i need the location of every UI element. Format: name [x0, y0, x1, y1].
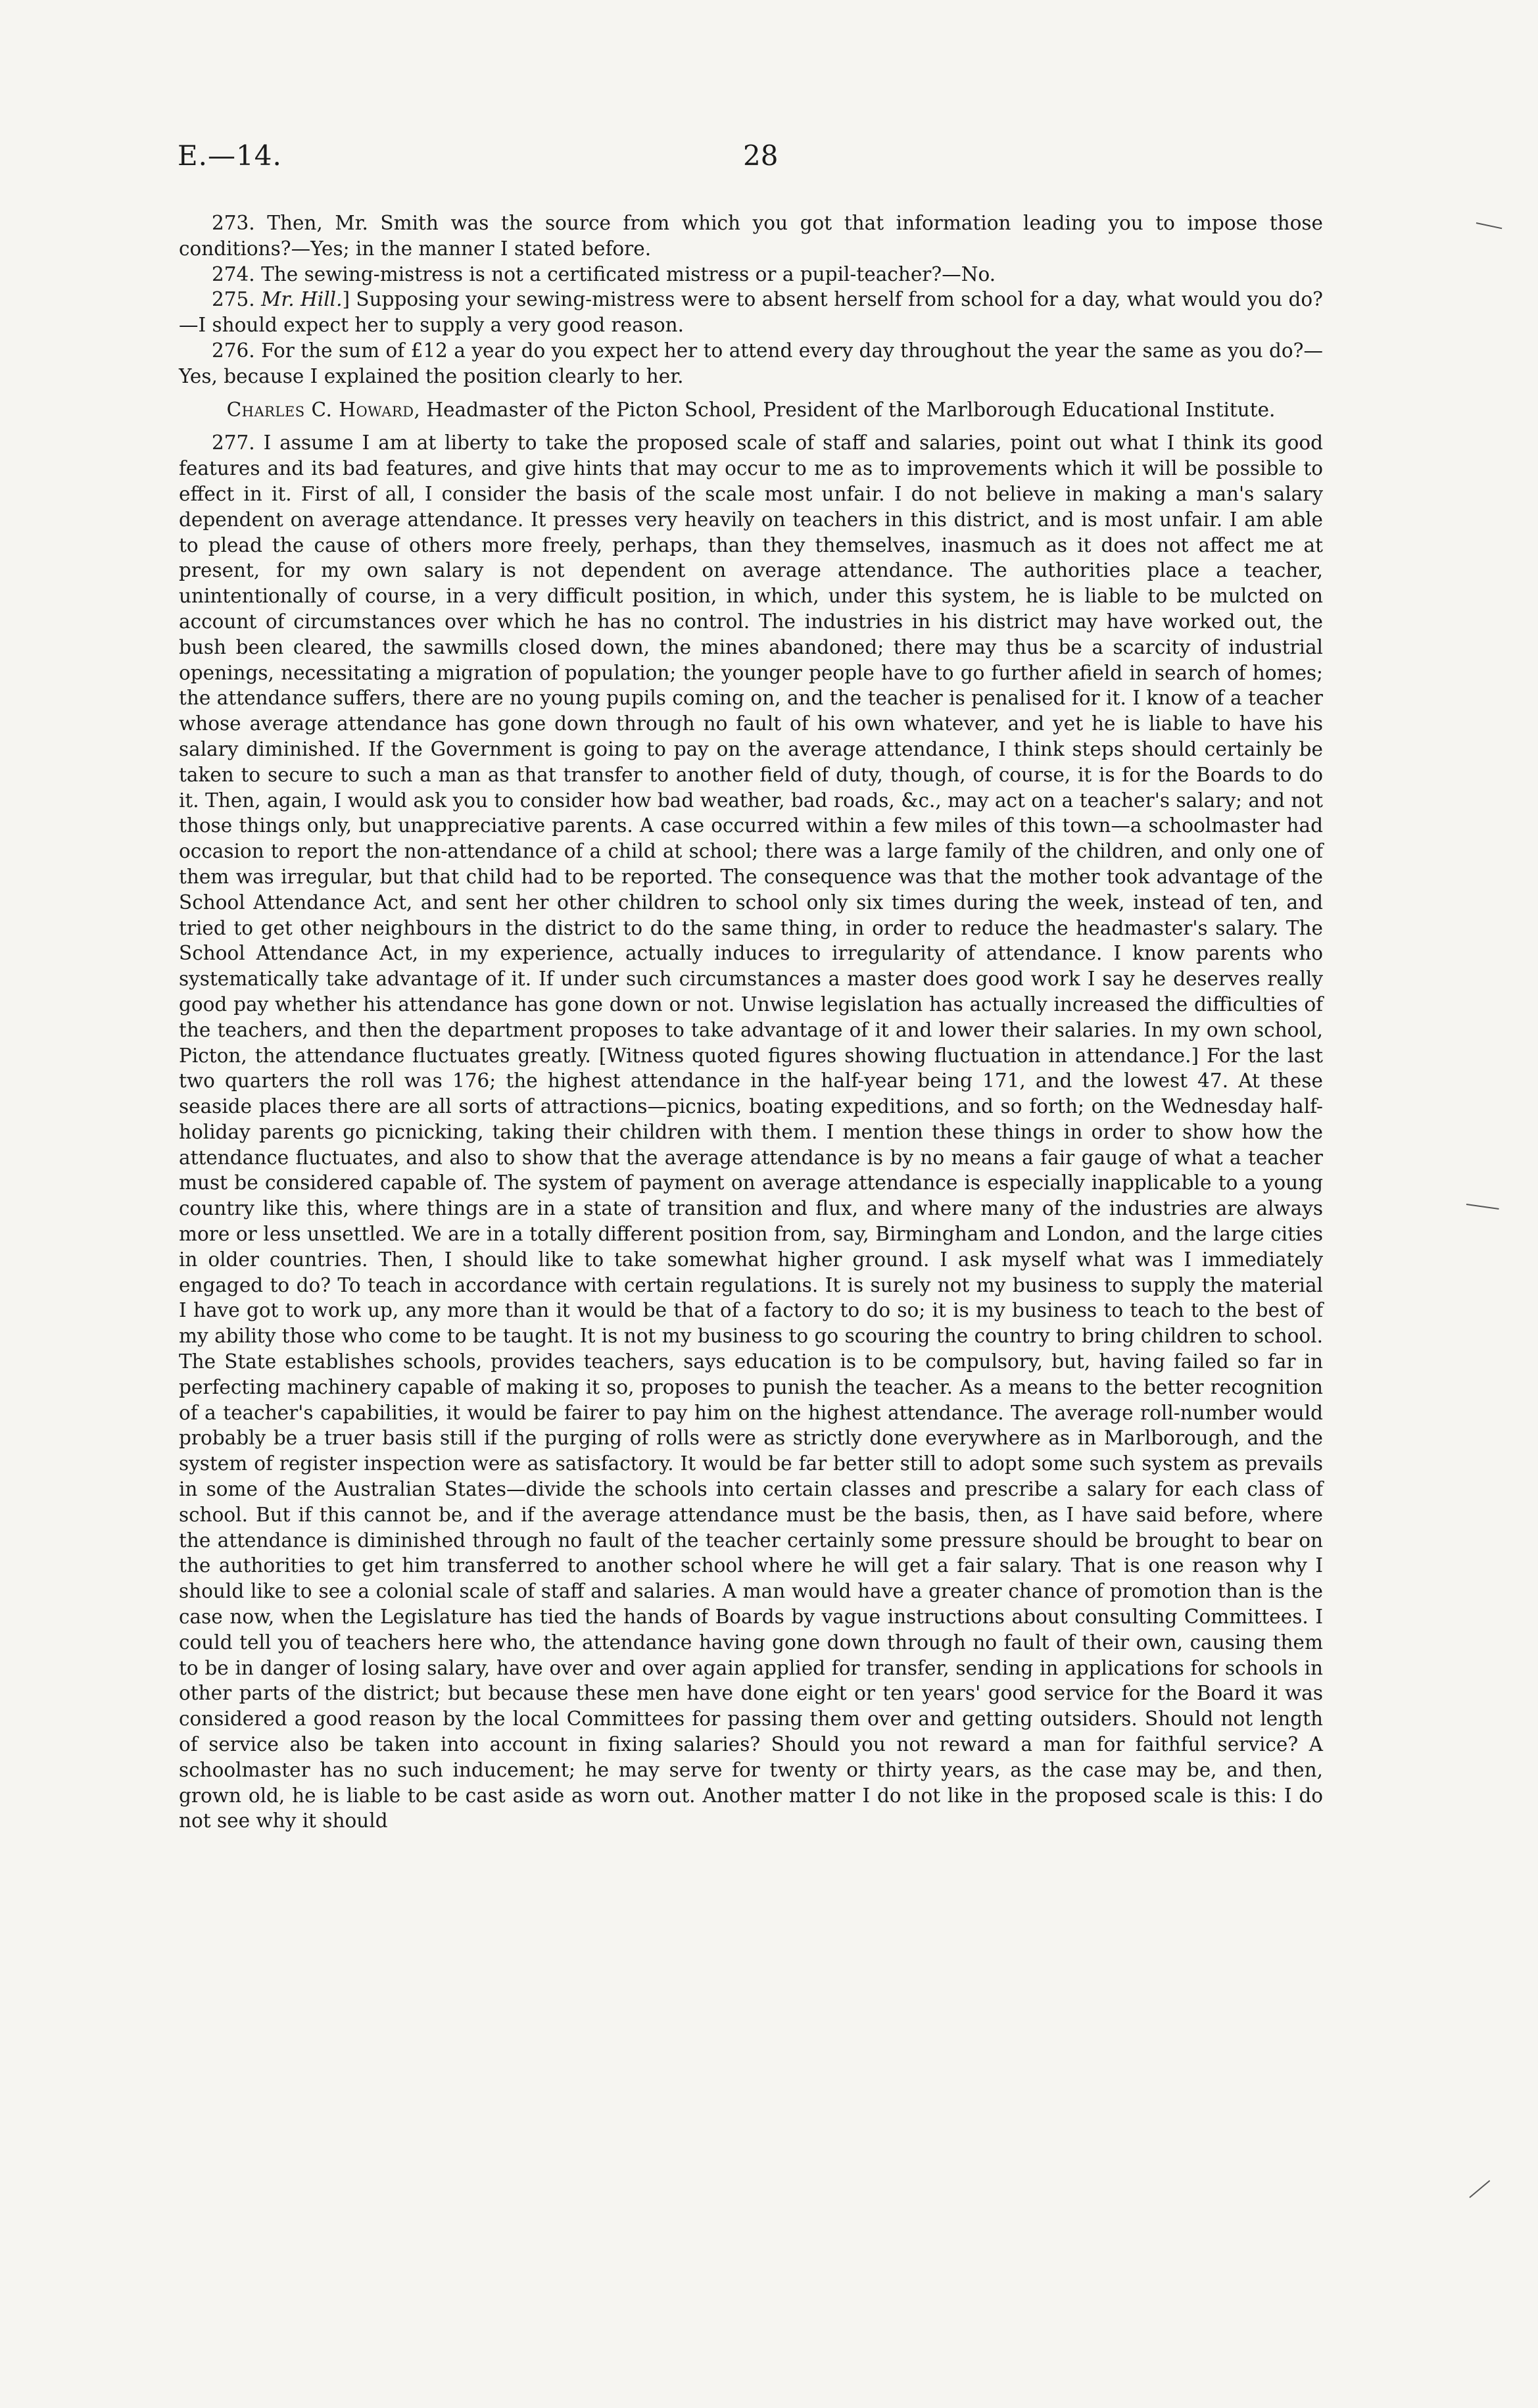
- question-text: The sewing-mistress is not a certificated mistress or a pupil-teacher?—No.: [261, 262, 996, 285]
- question-text: Then, Mr. Smith was the source from which you got that information leading you to impose those conditions?—Yes; in the manner I stated before.: [179, 212, 1323, 260]
- margin-mark: [1476, 222, 1502, 229]
- question-number: 275.: [212, 288, 255, 311]
- question-274: [179, 262, 1323, 287]
- margin-mark: [1466, 1204, 1499, 1210]
- witness-description: , Headmaster of the Picton School, President of the Marlborough Educational Institute.: [414, 398, 1276, 421]
- margin-mark: [1469, 2180, 1490, 2198]
- page-number: 28: [743, 139, 779, 172]
- witness-heading: [179, 397, 1323, 423]
- question-number: 276.: [212, 339, 255, 362]
- questioner-name: Mr. Hill.: [261, 288, 343, 311]
- witness-name: Charles C. Howard: [226, 398, 414, 421]
- page-header: [178, 139, 1315, 185]
- statement-number: 277.: [212, 431, 255, 455]
- question-number: 273.: [212, 212, 255, 234]
- question-276: [179, 338, 1323, 389]
- statement-text: I assume I am at liberty to take the proposed scale of staff and salaries, point out what I think its good features and its bad features, and give hints that may occur to me as to improvements which it will be possible to effect in it. First of all, I consider the basis of the scale most unfair. I do not believe in making a man's salary dependent on average attendance. It presses very heavily on teachers in this district, and is most unfair. I am able to plead the cause of others more freely, perhaps, than they themselves, inasmuch as it does not affect me at present, for my own salary is not dependent on average attendance. The authorities place a teacher, unintentionally of course, in a very difficult position, in which, under this system, he is liable to be mulcted on account of circumstances over which he has no control. The industries in his district may have worked out, the bush been cleared, the sawmills closed down, the mines abandoned; there may thus be a scarcity of industrial openings, necessitating a migration of population; the younger people have to go further afield in search of homes; the attendance suffers, there are no young pupils coming on, and the teacher is penalised for it. I know of a teacher whose average attendance has gone down through no fault of his own whatever, and yet he is liable to have his salary diminished. If the Government is going to pay on the average attendance, I think steps should certainly be taken to secure to such a man as that transfer to another field of duty, though, of course, it is for the Boards to do it. Then, again, I would ask you to consider how bad weather, bad roads, &c., may act on a teacher's salary; and not those things only, but unappreciative parents. A case occurred within a few miles of this town—a schoolmaster had occasion to report the non-attendance of a child at school; there was a large family of the children, and only one of them was irregular, but that child had to be reported. The consequence was that the mother took advantage of the School Attendance Act, and sent her other children to school only six times during the week, instead of ten, and tried to get other neighbours in the district to do the same thing, in order to reduce the headmaster's salary. The School Attendance Act, in my experience, actually induces to irregularity of attendance. I know parents who systematically take advantage of it. If under such circumstances a master does good work I say he deserves really good pay whether his attendance has gone down or not. Unwise legislation has actually increased the difficulties of the teachers, and then the department proposes to take advantage of it and lower their salaries. In my own school, Picton, the attendance fluctuates greatly. [Witness quoted figures showing fluctuation in attendance.] For the last two quarters the roll was 176; the highest attendance in the half-year being 171, and the lowest 47. At these seaside places there are all sorts of attractions—picnics, boating expeditions, and so forth; on the Wednesday half-holiday parents go picnicking, taking their children with them. I mention these things in order to show how the attendance fluctuates, and also to show that the average attendance is by no means a fair gauge of what a teacher must be considered capable of. The system of payment on average attendance is especially inapplicable to a young country like this, where things are in a state of transition and flux, and where many of the industries are always more or less unsettled. We are in a totally different position from, say, Birmingham and London, and the large cities in older countries. Then, I should like to take somewhat higher ground. I ask myself what was I immediately engaged to do? To teach in accordance with certain regulations. It is surely not my business to supply the material I have got to work up, any more than it would be that of a factory to do so; it is my business to teach to the best of my ability those who come to be taught. It is not my business to go scouring the country to bring children to school. The State establishes schools, provides teachers, says education is to be compulsory, but, having failed so far in perfecting machinery capable of making it so, proposes to punish the teacher. As a means to the better recognition of a teacher's capabilities, it would be fairer to pay him on the highest attendance. The average roll-number would probably be a truer basis still if the purging of rolls were as strictly done everywhere as in Marlborough, and the system of register inspection were as satisfactory. It would be far better still to adopt some such system as prevails in some of the Australian States—divide the schools into certain classes and prescribe a salary for each class of school. But if this cannot be, and if the average attendance must be the basis, then, as I have said before, where the attendance is diminished through no fault of the teacher certainly some pressure should be brought to bear on the authorities to get him transferred to another school where he will get a fair salary. That is one reason why I should like to see a colonial scale of staff and salaries. A man would have a greater chance of promotion than is the case now, when the Legislature has tied the hands of Boards by vague instructions about consulting Committees. I could tell you of teachers here who, the attendance having gone down through no fault of their own, causing them to be in danger of losing salary, have over and over again applied for transfer, sending in applications for schools in other parts of the district; but because these men have done eight or ten years' good service for the Board it was considered a good reason by the local Committees for passing them over and getting outsiders. Should not length of service also be taken into account in fixing salaries? Should you not reward a man for faithful service? A schoolmaster has no such inducement; he may serve for twenty or thirty years, as the case may be, and then, grown old, he is liable to be cast aside as worn out. Another matter I do not like in the proposed scale is this: I do not see why it should: [179, 431, 1323, 1832]
- page-body: [179, 210, 1323, 1838]
- question-273: [179, 210, 1323, 262]
- question-275: [179, 287, 1323, 338]
- question-text: ] Supposing your sewing-mistress were to absent herself from school for a day, what would you do?—I should expect her to supply a very good reason.: [179, 288, 1323, 337]
- question-number: 274.: [212, 262, 255, 285]
- question-text: For the sum of £12 a year do you expect her to attend every day throughout the year the same as you do?—Yes, because I explained the position clearly to her.: [179, 339, 1323, 387]
- document-reference: E.—14.: [178, 139, 282, 172]
- statement-277: [179, 430, 1323, 1834]
